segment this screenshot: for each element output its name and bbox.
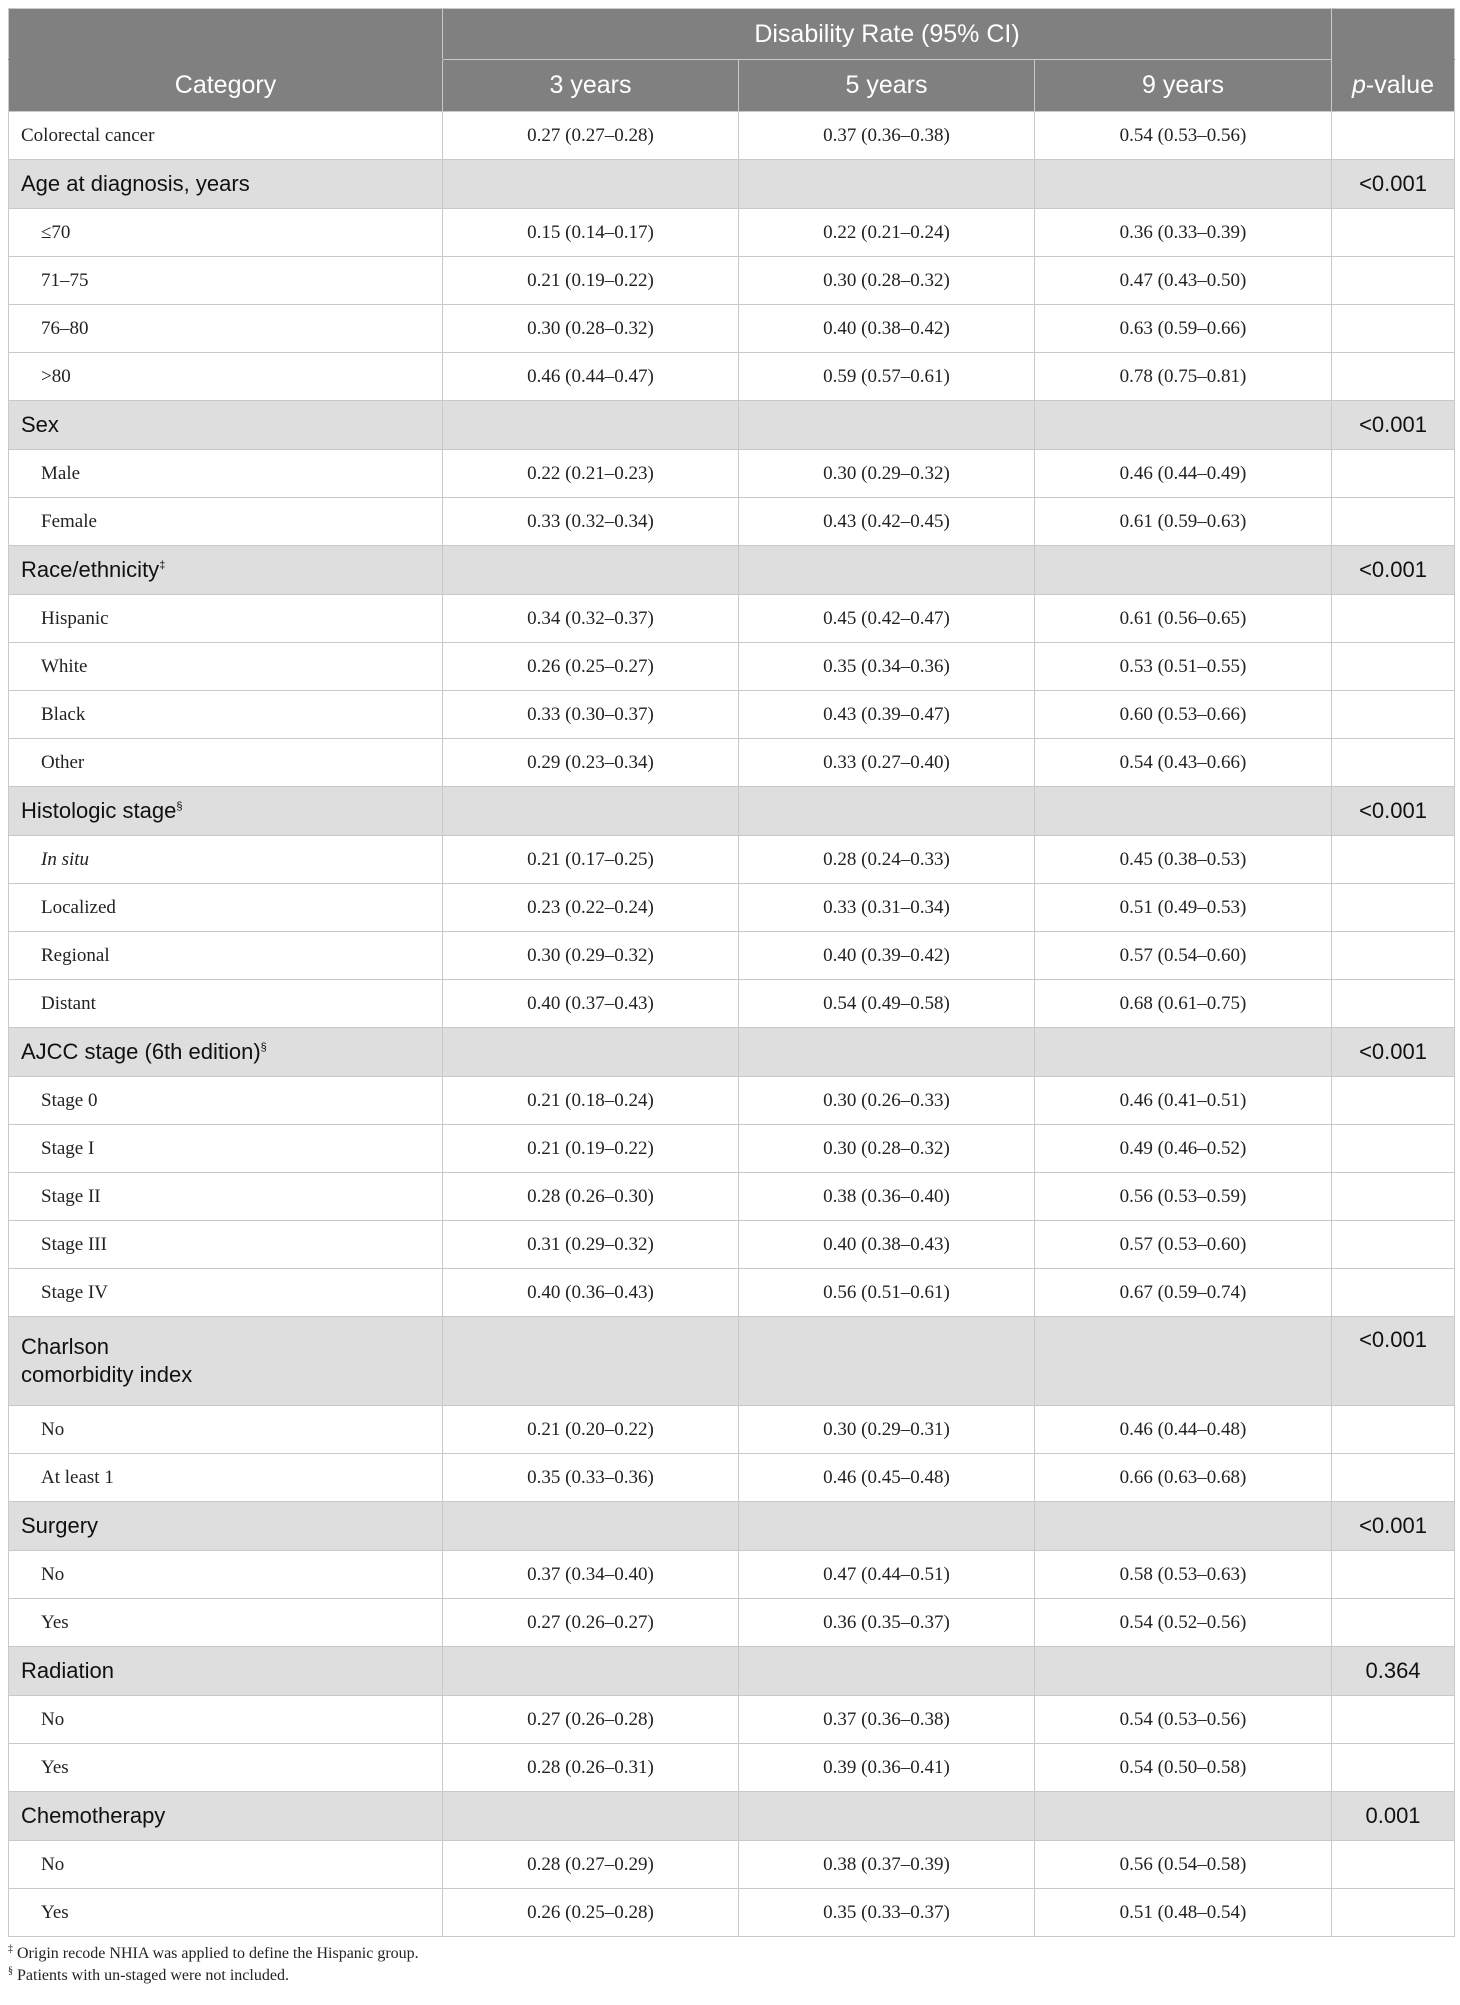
cell-5-years: 0.39 (0.36–0.41) [739,1744,1035,1792]
group-header-row [9,1028,1455,1077]
empty-cell [739,160,1035,209]
group-label [9,1792,443,1841]
cell-5-years: 0.35 (0.34–0.36) [739,643,1035,691]
cell-9-years: 0.46 (0.44–0.48) [1035,1406,1332,1454]
group-header-row [9,1647,1455,1696]
table-body [9,112,1455,1937]
row-label: Yes [9,1889,443,1937]
table-row [9,1744,1455,1792]
cell-p-value [1332,1077,1455,1125]
cell-9-years: 0.63 (0.59–0.66) [1035,305,1332,353]
empty-cell [1035,1792,1332,1841]
table-row [9,305,1455,353]
row-label: ≤70 [9,209,443,257]
cell-5-years: 0.40 (0.38–0.43) [739,1221,1035,1269]
row-label: Stage II [9,1173,443,1221]
row-label: Stage III [9,1221,443,1269]
cell-3-years: 0.27 (0.26–0.27) [443,1599,739,1647]
cell-5-years: 0.46 (0.45–0.48) [739,1454,1035,1502]
table-row [9,1173,1455,1221]
cell-9-years: 0.53 (0.51–0.55) [1035,643,1332,691]
cell-9-years: 0.56 (0.54–0.58) [1035,1841,1332,1889]
group-p-value: <0.001 [1332,160,1455,209]
empty-cell [1035,1317,1332,1406]
group-label [9,401,443,450]
cell-3-years: 0.30 (0.29–0.32) [443,932,739,980]
cell-9-years: 0.61 (0.56–0.65) [1035,595,1332,643]
cell-p-value [1332,739,1455,787]
row-label: White [9,643,443,691]
table-row [9,1406,1455,1454]
row-label: In situ [9,836,443,884]
group-header-row [9,160,1455,209]
row-label: Colorectal cancer [9,112,443,160]
footnotes [8,1943,1454,1987]
group-label [9,1502,443,1551]
cell-3-years: 0.28 (0.26–0.31) [443,1744,739,1792]
table-row [9,1269,1455,1317]
header-3-years: 3 years [443,60,739,112]
table-row [9,1454,1455,1502]
cell-5-years: 0.37 (0.36–0.38) [739,112,1035,160]
footnote-mark: § [8,1965,13,1977]
cell-9-years: 0.78 (0.75–0.81) [1035,353,1332,401]
group-label [9,787,443,836]
group-p-value: <0.001 [1332,1317,1455,1406]
cell-3-years: 0.21 (0.17–0.25) [443,836,739,884]
cell-9-years: 0.54 (0.53–0.56) [1035,1696,1332,1744]
table-row [9,691,1455,739]
row-label: Stage IV [9,1269,443,1317]
empty-cell [739,401,1035,450]
row-label: Distant [9,980,443,1028]
table-row [9,1551,1455,1599]
cell-3-years: 0.28 (0.26–0.30) [443,1173,739,1221]
cell-9-years: 0.56 (0.53–0.59) [1035,1173,1332,1221]
table-row [9,643,1455,691]
table-row [9,353,1455,401]
footnote-marker: ‡ [159,559,166,572]
row-label: Localized [9,884,443,932]
table-row [9,739,1455,787]
footnote-marker: § [260,1041,267,1054]
empty-cell [739,1028,1035,1077]
cell-p-value [1332,884,1455,932]
cell-9-years: 0.61 (0.59–0.63) [1035,498,1332,546]
table-row [9,1696,1455,1744]
cell-p-value [1332,1744,1455,1792]
header-disability-rate-group: Disability Rate (95% CI) [443,9,1332,60]
cell-3-years: 0.27 (0.26–0.28) [443,1696,739,1744]
row-label: Black [9,691,443,739]
table-row [9,1221,1455,1269]
group-label [9,1028,443,1077]
table-header [9,9,1455,112]
group-label-text: Race/ethnicity [21,557,160,582]
group-p-value: <0.001 [1332,787,1455,836]
header-category: Category [9,60,443,112]
cell-3-years: 0.26 (0.25–0.27) [443,643,739,691]
cell-3-years: 0.21 (0.19–0.22) [443,1125,739,1173]
group-p-value: 0.001 [1332,1792,1455,1841]
table-row [9,595,1455,643]
empty-cell [1035,1028,1332,1077]
footnote-mark: ‡ [8,1943,13,1955]
cell-3-years: 0.34 (0.32–0.37) [443,595,739,643]
empty-cell [443,401,739,450]
cell-9-years: 0.49 (0.46–0.52) [1035,1125,1332,1173]
empty-cell [739,1647,1035,1696]
empty-cell [739,1502,1035,1551]
cell-p-value [1332,595,1455,643]
empty-cell [443,1317,739,1406]
table-row [9,884,1455,932]
cell-5-years: 0.36 (0.35–0.37) [739,1599,1035,1647]
empty-cell [443,1792,739,1841]
cell-p-value [1332,1221,1455,1269]
cell-5-years: 0.33 (0.27–0.40) [739,739,1035,787]
cell-9-years: 0.46 (0.44–0.49) [1035,450,1332,498]
cell-5-years: 0.47 (0.44–0.51) [739,1551,1035,1599]
group-p-value: <0.001 [1332,1502,1455,1551]
cell-9-years: 0.54 (0.52–0.56) [1035,1599,1332,1647]
footnote-text: Origin recode NHIA was applied to define the Hispanic group. [13,1945,419,1962]
table-row [9,1889,1455,1937]
cell-9-years: 0.47 (0.43–0.50) [1035,257,1332,305]
table-row [9,1841,1455,1889]
row-label: Male [9,450,443,498]
cell-9-years: 0.51 (0.49–0.53) [1035,884,1332,932]
header-blank-cell [9,9,443,60]
cell-p-value [1332,1599,1455,1647]
cell-p-value [1332,980,1455,1028]
cell-p-value [1332,1269,1455,1317]
empty-cell [443,546,739,595]
empty-cell [1035,401,1332,450]
cell-5-years: 0.30 (0.26–0.33) [739,1077,1035,1125]
group-label [9,160,443,209]
cell-p-value [1332,1551,1455,1599]
empty-cell [443,1502,739,1551]
empty-cell [443,1647,739,1696]
table-container [8,8,1454,1987]
group-header-row [9,1317,1455,1406]
group-label-text: Surgery [21,1513,99,1538]
group-label-text: Histologic stage [21,798,177,823]
empty-cell [739,1792,1035,1841]
cell-3-years: 0.40 (0.37–0.43) [443,980,739,1028]
group-label-text-line2: comorbidity index [21,1362,193,1387]
cell-3-years: 0.15 (0.14–0.17) [443,209,739,257]
cell-p-value [1332,1696,1455,1744]
cell-3-years: 0.21 (0.20–0.22) [443,1406,739,1454]
header-5-years: 5 years [739,60,1035,112]
cell-5-years: 0.43 (0.42–0.45) [739,498,1035,546]
cell-p-value [1332,257,1455,305]
row-label: No [9,1841,443,1889]
cell-3-years: 0.37 (0.34–0.40) [443,1551,739,1599]
footnote-marker: § [176,800,183,813]
cell-5-years: 0.30 (0.28–0.32) [739,257,1035,305]
table-row [9,980,1455,1028]
cell-p-value [1332,498,1455,546]
group-label-text: AJCC stage (6th edition) [21,1039,261,1064]
empty-cell [739,1317,1035,1406]
cell-p-value [1332,305,1455,353]
cell-p-value [1332,643,1455,691]
cell-5-years: 0.38 (0.36–0.40) [739,1173,1035,1221]
cell-p-value [1332,112,1455,160]
group-header-row [9,401,1455,450]
row-label: No [9,1696,443,1744]
cell-5-years: 0.43 (0.39–0.47) [739,691,1035,739]
group-label [9,546,443,595]
cell-9-years: 0.66 (0.63–0.68) [1035,1454,1332,1502]
cell-3-years: 0.33 (0.30–0.37) [443,691,739,739]
row-label: Other [9,739,443,787]
table-row [9,257,1455,305]
cell-5-years: 0.33 (0.31–0.34) [739,884,1035,932]
cell-p-value [1332,209,1455,257]
group-header-row [9,1792,1455,1841]
table-row [9,209,1455,257]
group-p-value: <0.001 [1332,401,1455,450]
cell-9-years: 0.54 (0.43–0.66) [1035,739,1332,787]
cell-9-years: 0.68 (0.61–0.75) [1035,980,1332,1028]
footnote-text: Patients with un-staged were not included. [13,1967,289,1984]
row-label: Regional [9,932,443,980]
cell-5-years: 0.30 (0.29–0.32) [739,450,1035,498]
empty-cell [1035,1647,1332,1696]
row-label: Female [9,498,443,546]
cell-5-years: 0.35 (0.33–0.37) [739,1889,1035,1937]
cell-3-years: 0.29 (0.23–0.34) [443,739,739,787]
group-label-text: Radiation [21,1658,114,1683]
cell-3-years: 0.33 (0.32–0.34) [443,498,739,546]
cell-5-years: 0.28 (0.24–0.33) [739,836,1035,884]
group-label-text: Age at diagnosis, years [21,171,250,196]
cell-p-value [1332,1454,1455,1502]
cell-5-years: 0.40 (0.38–0.42) [739,305,1035,353]
footnote-line [8,1965,1454,1987]
table-row-overall [9,112,1455,160]
row-label: Yes [9,1744,443,1792]
table-row [9,450,1455,498]
cell-3-years: 0.30 (0.28–0.32) [443,305,739,353]
empty-cell [443,1028,739,1077]
empty-cell [443,160,739,209]
row-label: Yes [9,1599,443,1647]
cell-9-years: 0.54 (0.50–0.58) [1035,1744,1332,1792]
cell-9-years: 0.45 (0.38–0.53) [1035,836,1332,884]
cell-p-value [1332,1125,1455,1173]
row-label: 76–80 [9,305,443,353]
group-p-value: <0.001 [1332,1028,1455,1077]
empty-cell [1035,787,1332,836]
group-p-value: <0.001 [1332,546,1455,595]
footnote-line [8,1943,1454,1965]
cell-5-years: 0.22 (0.21–0.24) [739,209,1035,257]
cell-5-years: 0.30 (0.29–0.31) [739,1406,1035,1454]
cell-3-years: 0.46 (0.44–0.47) [443,353,739,401]
empty-cell [739,787,1035,836]
cell-9-years: 0.58 (0.53–0.63) [1035,1551,1332,1599]
cell-p-value [1332,836,1455,884]
cell-3-years: 0.21 (0.18–0.24) [443,1077,739,1125]
group-label-text: Charlson [21,1334,110,1359]
empty-cell [1035,546,1332,595]
cell-p-value [1332,1841,1455,1889]
cell-3-years: 0.31 (0.29–0.32) [443,1221,739,1269]
cell-5-years: 0.59 (0.57–0.61) [739,353,1035,401]
cell-p-value [1332,450,1455,498]
empty-cell [443,787,739,836]
table-row [9,932,1455,980]
row-label: Hispanic [9,595,443,643]
cell-9-years: 0.67 (0.59–0.74) [1035,1269,1332,1317]
table-row [9,498,1455,546]
header-blank-cell-right [1332,9,1455,60]
group-label [9,1647,443,1696]
cell-9-years: 0.57 (0.54–0.60) [1035,932,1332,980]
row-label: >80 [9,353,443,401]
cell-9-years: 0.54 (0.53–0.56) [1035,112,1332,160]
empty-cell [1035,160,1332,209]
row-label: 71–75 [9,257,443,305]
cell-3-years: 0.27 (0.27–0.28) [443,112,739,160]
cell-p-value [1332,691,1455,739]
cell-5-years: 0.38 (0.37–0.39) [739,1841,1035,1889]
row-label: No [9,1551,443,1599]
empty-cell [1035,1502,1332,1551]
cell-3-years: 0.40 (0.36–0.43) [443,1269,739,1317]
cell-p-value [1332,1173,1455,1221]
disability-rate-table [8,8,1455,1937]
group-label-text: Chemotherapy [21,1803,166,1828]
row-label: Stage 0 [9,1077,443,1125]
empty-cell [739,546,1035,595]
group-p-value: 0.364 [1332,1647,1455,1696]
group-header-row [9,546,1455,595]
group-header-row [9,1502,1455,1551]
cell-5-years: 0.30 (0.28–0.32) [739,1125,1035,1173]
cell-5-years: 0.56 (0.51–0.61) [739,1269,1035,1317]
cell-9-years: 0.36 (0.33–0.39) [1035,209,1332,257]
cell-3-years: 0.23 (0.22–0.24) [443,884,739,932]
group-label [9,1317,443,1406]
cell-3-years: 0.28 (0.27–0.29) [443,1841,739,1889]
group-header-row [9,787,1455,836]
cell-9-years: 0.51 (0.48–0.54) [1035,1889,1332,1937]
cell-p-value [1332,1406,1455,1454]
row-label: At least 1 [9,1454,443,1502]
table-row [9,1077,1455,1125]
table-row [9,1599,1455,1647]
cell-9-years: 0.60 (0.53–0.66) [1035,691,1332,739]
cell-p-value [1332,932,1455,980]
header-p-value: p-value [1332,60,1455,112]
cell-9-years: 0.46 (0.41–0.51) [1035,1077,1332,1125]
cell-5-years: 0.40 (0.39–0.42) [739,932,1035,980]
cell-3-years: 0.21 (0.19–0.22) [443,257,739,305]
cell-p-value [1332,1889,1455,1937]
cell-3-years: 0.35 (0.33–0.36) [443,1454,739,1502]
cell-3-years: 0.22 (0.21–0.23) [443,450,739,498]
group-label-text: Sex [21,412,59,437]
table-row [9,1125,1455,1173]
table-row [9,836,1455,884]
cell-p-value [1332,353,1455,401]
row-label: Stage I [9,1125,443,1173]
cell-5-years: 0.45 (0.42–0.47) [739,595,1035,643]
row-label: No [9,1406,443,1454]
cell-3-years: 0.26 (0.25–0.28) [443,1889,739,1937]
cell-5-years: 0.37 (0.36–0.38) [739,1696,1035,1744]
header-9-years: 9 years [1035,60,1332,112]
cell-9-years: 0.57 (0.53–0.60) [1035,1221,1332,1269]
cell-5-years: 0.54 (0.49–0.58) [739,980,1035,1028]
